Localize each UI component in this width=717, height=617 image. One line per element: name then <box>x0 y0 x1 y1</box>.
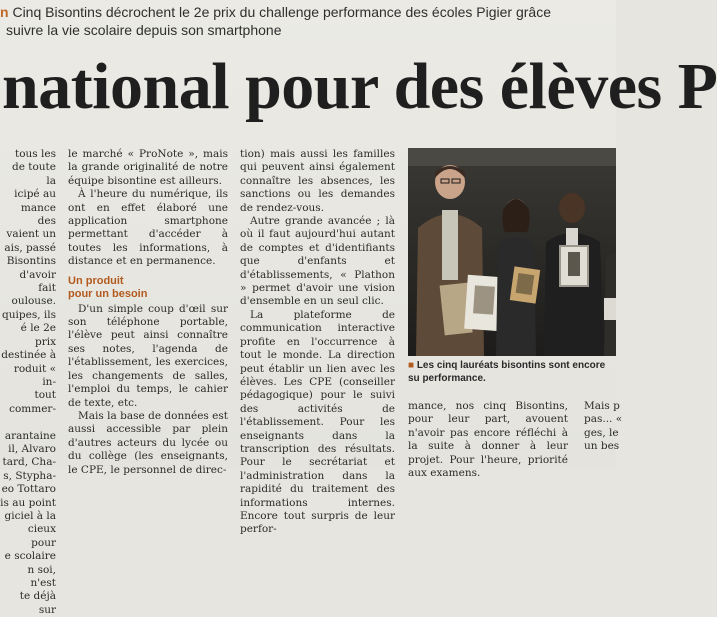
col5-line: pas... « <box>584 413 623 426</box>
col3-paragraph-2: Autre grande avancée ; là où il faut aujourd'hui autant de comptes et d'identifiants que d'enfants et d'établissements, « Plathon » permet d'avoir une vision d'ensemble en un seul clic. <box>240 215 395 308</box>
col1-line: d'avoir fait <box>19 268 56 295</box>
article-column-5 <box>584 400 623 469</box>
col1-line: tout commer- <box>9 389 56 415</box>
col1-line: Bisontins <box>6 255 56 268</box>
col5-line: Mais p <box>584 400 620 412</box>
kicker-text-1: Cinq Bisontins décrochent le 2e prix du challenge performance des écoles Pigier grâce <box>12 4 551 20</box>
article-headline: national pour des élèves P <box>2 50 717 123</box>
col2-paragraph-4: Mais la base de données est aussi accessible par plein d'autres acteurs du lycée ou du collège (les enseignants, le CPE, le personnel de direc- <box>68 409 228 476</box>
col1-line: tard, Cha- <box>2 456 56 469</box>
col1-line: icipé au <box>14 188 56 201</box>
col1-line: ais, passé <box>4 241 56 254</box>
col1-line: te déjà sur <box>19 590 56 616</box>
col1-line: eo Tottaro <box>1 483 56 496</box>
subhead-line-1: Un produit <box>68 274 124 287</box>
kicker-line-1 <box>0 4 551 20</box>
col1-line: de toute la <box>11 161 56 187</box>
article-column-3 <box>240 148 395 536</box>
article-column-2 <box>68 148 228 476</box>
caption-text: Les cinq lauréats bisontins sont encore su performance. <box>408 360 606 384</box>
col1-line: mance des <box>20 201 56 228</box>
col4-paragraph: mance, nos cinq Bisontins, pour leur part, avouent n'avoir pas encore réfléchi à la suite à donner à leur projet. Pour l'heure, priorité aux examens. <box>408 400 568 480</box>
col1-line: s, Stypha- <box>3 469 56 482</box>
col1-line: e scolaire <box>4 550 56 563</box>
col1-line: n soi, n'est <box>27 563 56 589</box>
subhead-line-2: pour un besoin <box>68 287 148 300</box>
caption-marker: ■ <box>408 360 415 371</box>
article-column-4 <box>408 400 568 480</box>
col1-line <box>0 416 56 429</box>
section-subhead <box>68 275 228 301</box>
col1-line: quipes, ils <box>2 308 56 321</box>
col2-paragraph-3: D'un simple coup d'œil sur son téléphone portable, l'élève peut ainsi connaître ses notes, l'agenda de l'établissement, les exercices, les changements de salles, l'emploi du temps, le cahier de texte, etc. <box>68 302 228 409</box>
article-column-1 <box>0 148 56 616</box>
article-photo <box>408 148 616 356</box>
col1-line: giciel à la <box>4 509 56 522</box>
col1-line: é le 2e prix <box>20 322 56 348</box>
col3-paragraph-3: La plateforme de communication interactive profite en l'occurrence à tout le monde. La direction peut établir un lien avec les élèves. Les CPE (conseiller pédagogique) pour le suivi des activités de l'établissement. Pour les enseignants dans la transcription des résultats. Pour le secrétariat et l'administration dans la rapidité du traitement des informations internes. Encore tout surpris de leur perfor- <box>240 308 395 536</box>
col2-paragraph-1: le marché « ProNote », mais la grande originalité de notre équipe bisontine est ailleurs. <box>68 148 228 187</box>
col1-line: is au point <box>0 496 56 509</box>
col1-line: arantaine <box>4 429 56 442</box>
photo-caption <box>408 359 616 389</box>
photo-illustration <box>408 148 616 356</box>
col2-paragraph-2: À l'heure du numérique, ils ont en effet élaboré une application smartphone permettant d'accéder à toutes les informations, à distance et en permanence. <box>68 188 228 268</box>
col1-line: vaient un <box>6 228 56 241</box>
col5-line: ges, le <box>584 426 619 439</box>
kicker-line-2: suivre la vie scolaire depuis son smartphone <box>6 22 282 38</box>
col3-paragraph-1: tion) mais aussi les familles qui peuvent ainsi également connaître les absences, les sanctions ou les demandes de rendez-vous. <box>240 148 395 214</box>
article-kicker <box>0 0 616 46</box>
kicker-mark: n <box>0 4 9 20</box>
col1-line: cieux pour <box>27 523 56 549</box>
col1-line: roduit « in- <box>13 362 56 388</box>
col1-line: tous les <box>15 148 56 160</box>
col1-line: destinée à <box>1 349 56 362</box>
col1-line: oulouse. <box>11 295 56 308</box>
col5-line: un bes <box>584 440 620 453</box>
col1-line: il, Alvaro <box>8 442 56 455</box>
